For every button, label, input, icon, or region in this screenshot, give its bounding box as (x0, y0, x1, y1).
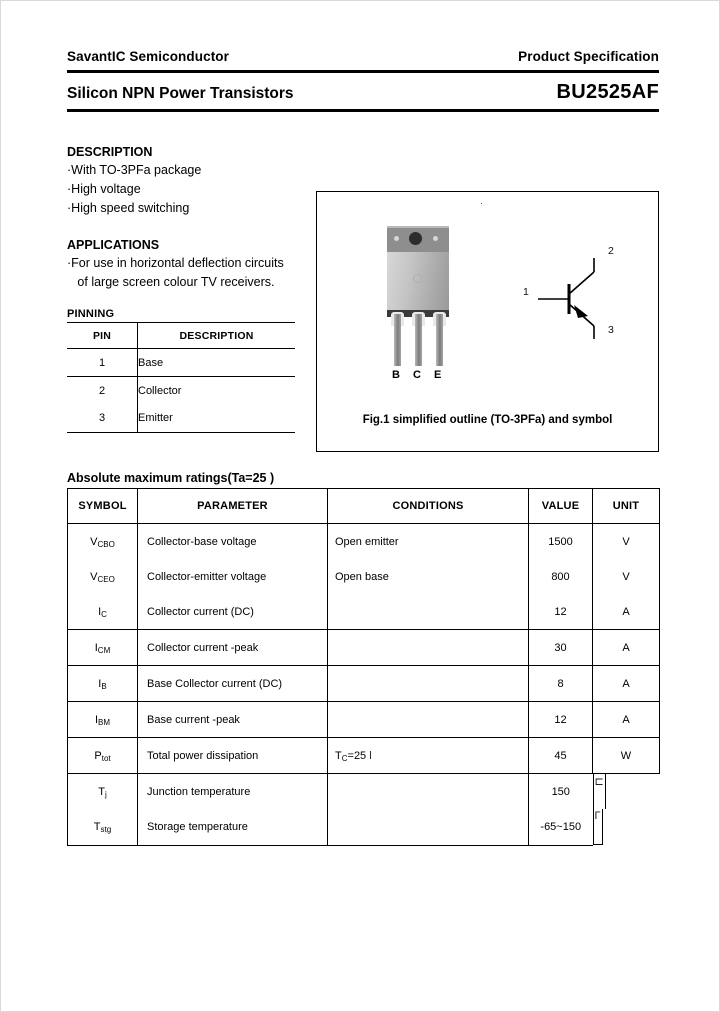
lead-emitter (436, 314, 443, 366)
company-name: SavantIC Semiconductor (67, 49, 229, 64)
rating-value: 8 (529, 666, 593, 702)
applications-heading: APPLICATIONS (67, 238, 160, 252)
degree-glyph-fragment: l (369, 749, 372, 762)
rating-parameter: Storage temperature (138, 809, 328, 845)
lead-collector (415, 314, 422, 366)
pin-number: 3 (67, 405, 138, 433)
rating-value: 30 (529, 630, 593, 666)
symbol-pin-1-label: 1 (523, 286, 529, 298)
rating-parameter: Total power dissipation (138, 738, 328, 774)
rating-unit: V (593, 559, 660, 594)
rating-conditions: Open base (328, 559, 529, 594)
table-row (67, 349, 295, 377)
col-unit: UNIT (593, 489, 660, 524)
description-heading: DESCRIPTION (67, 145, 153, 159)
applications-item: of large screen colour TV receivers. (67, 275, 275, 289)
mounting-hole-icon (409, 232, 422, 245)
left-column (67, 145, 312, 433)
pin-description: Emitter (138, 405, 296, 433)
rating-unit: Γ (593, 809, 603, 845)
description-item: ·With TO-3PFa package (67, 163, 202, 177)
rating-symbol: $I_B$ (68, 666, 138, 702)
figure-speck: · (480, 198, 483, 208)
pinning-col-pin: PIN (67, 323, 138, 349)
table-row (67, 405, 295, 433)
lead-base (394, 314, 401, 366)
rating-value: 12 (529, 702, 593, 738)
pinning-heading: PINNING (67, 308, 115, 320)
page-content (67, 1, 659, 846)
rating-unit: W (593, 738, 660, 774)
rating-unit: A (593, 702, 660, 738)
rating-symbol: $I_{BM}$ (68, 702, 138, 738)
rating-symbol: $P_{tot}$ (68, 738, 138, 774)
rating-unit: ⊏ (593, 774, 606, 809)
rating-parameter: Collector current (DC) (138, 594, 328, 630)
package-pin-letter-c: C (413, 369, 421, 381)
ratings-title: Absolute maximum ratings(Ta=25 ) (67, 471, 275, 485)
table-row (68, 594, 660, 630)
table-row (68, 809, 660, 845)
title-bar (67, 73, 659, 104)
rating-symbol: $T_{stg}$ (68, 809, 138, 845)
table-row (68, 630, 660, 666)
col-value: VALUE (529, 489, 593, 524)
transistor-symbol (522, 244, 632, 354)
description-item: ·High voltage (67, 182, 141, 196)
figure-box (316, 191, 659, 452)
symbol-pin-3-label: 3 (608, 324, 614, 336)
table-row (67, 377, 295, 405)
npn-symbol-icon (522, 244, 632, 354)
rating-value: 800 (529, 559, 593, 594)
pin-number: 1 (67, 349, 138, 377)
rating-value: 45 (529, 738, 593, 774)
rating-conditions: $T_C=25$ l (328, 738, 529, 774)
col-parameter: PARAMETER (138, 489, 328, 524)
pinning-col-description: DESCRIPTION (138, 323, 296, 349)
table-row (68, 666, 660, 702)
rating-parameter: Collector-base voltage (138, 524, 328, 560)
rating-conditions (328, 666, 529, 702)
document-type: Product Specification (518, 49, 659, 64)
rating-symbol: $I_C$ (68, 594, 138, 630)
table-row (68, 559, 660, 594)
rating-parameter: Base current -peak (138, 702, 328, 738)
rating-symbol: $V_{CEO}$ (68, 559, 138, 594)
rating-unit: A (593, 594, 660, 630)
rating-value: 150 (529, 774, 593, 810)
rating-parameter: Collector current -peak (138, 630, 328, 666)
rating-conditions (328, 594, 529, 630)
col-conditions: CONDITIONS (328, 489, 529, 524)
ratings-header-row (68, 489, 660, 524)
pinning-header-row (67, 323, 295, 349)
rating-symbol: $I_{CM}$ (68, 630, 138, 666)
rating-conditions: Open emitter (328, 524, 529, 560)
col-symbol: SYMBOL (68, 489, 138, 524)
rating-unit: A (593, 666, 660, 702)
header-rule-bottom (67, 109, 659, 112)
table-row (68, 738, 660, 774)
table-row (68, 774, 660, 810)
body-area (67, 145, 659, 445)
description-item: ·High speed switching (67, 201, 190, 215)
rating-parameter: Collector-emitter voltage (138, 559, 328, 594)
rating-conditions (328, 630, 529, 666)
pin-description: Base (138, 349, 296, 377)
part-number: BU2525AF (556, 81, 659, 103)
pinning-table (67, 322, 295, 433)
rating-parameter: Junction temperature (138, 774, 328, 810)
package-dot-right (433, 236, 438, 241)
package-marking (413, 274, 422, 283)
rating-conditions (328, 774, 529, 810)
rating-symbol: $V_{CBO}$ (68, 524, 138, 560)
rating-value: 12 (529, 594, 593, 630)
package-pin-letter-b: B (392, 369, 400, 381)
pin-description: Collector (138, 377, 296, 405)
package-dot-left (394, 236, 399, 241)
rating-value: -65~150 (529, 809, 593, 845)
applications-item: ·For use in horizontal deflection circuits (67, 256, 284, 270)
page-header (67, 1, 659, 64)
package-pin-letter-e: E (434, 369, 442, 381)
table-row (68, 524, 660, 560)
rating-value: 1500 (529, 524, 593, 560)
rating-conditions (328, 809, 529, 845)
symbol-pin-2-label: 2 (608, 245, 614, 257)
rating-unit: A (593, 630, 660, 666)
rating-symbol: $T_j$ (68, 774, 138, 810)
table-row (68, 702, 660, 738)
absolute-maximum-ratings-table (67, 488, 660, 846)
pin-number: 2 (98, 384, 106, 397)
rating-conditions (328, 702, 529, 738)
figure-caption: Fig.1 simplified outline (TO-3PFa) and symbol (362, 414, 613, 426)
rating-unit: V (593, 524, 660, 560)
package-outline-image (381, 226, 455, 374)
rating-parameter: Base Collector current (DC) (138, 666, 328, 702)
page-title: Silicon NPN Power Transistors (67, 85, 294, 102)
